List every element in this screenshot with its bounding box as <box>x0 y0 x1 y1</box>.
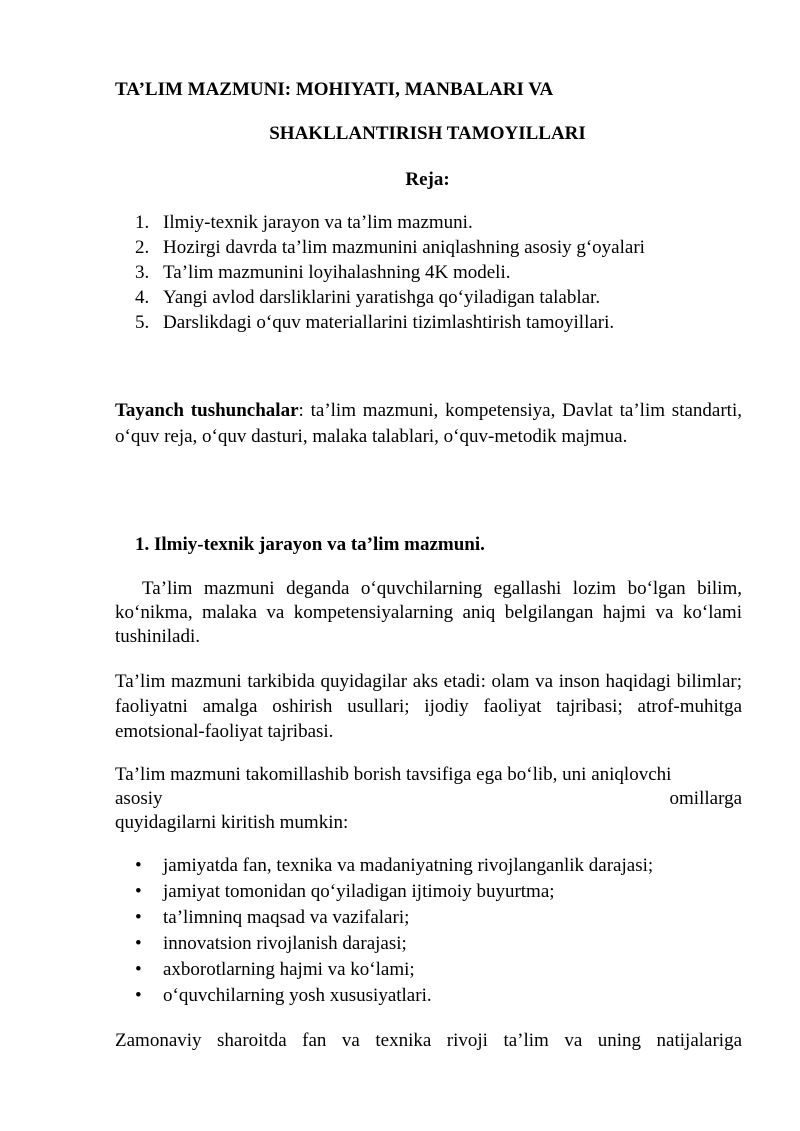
plan-list <box>135 210 645 335</box>
plan-item-number: 2. <box>135 237 150 258</box>
paragraph-2: Ta’lim mazmuni tarkibida quyidagilar aks etadi: olam va inson haqidagi bilimlar; faoliyatni amalga oshirish usullari; ijodiy faoliyat tajribasi; atrof-muhitga emotsional-faoliyat tajribasi. <box>115 671 742 742</box>
bullet-icon: • <box>135 907 142 928</box>
plan-item-number: 5. <box>135 312 150 333</box>
paragraph-3-line-3: quyidagilarni kiritish mumkin: <box>115 812 349 833</box>
paragraph-4: Zamonaviy sharoitda fan va texnika rivoji ta’lim va uning natijalariga <box>115 1030 742 1051</box>
plan-item-number: 4. <box>135 287 150 308</box>
plan-item <box>135 310 645 335</box>
list-item-text: innovatsion rivojlanish darajasi; <box>163 933 407 954</box>
plan-item <box>135 285 645 310</box>
plan-item-text: Ta’lim mazmunini loyihalashning 4K modeli. <box>163 262 511 283</box>
list-item <box>135 853 653 879</box>
title-line-2: SHAKLLANTIRISH TAMOYILLARI <box>269 123 586 144</box>
list-item-text: o‘quvchilarning yosh xususiyatlari. <box>163 985 432 1006</box>
paragraph-3-line-2: asosiy omillarga <box>115 788 742 809</box>
bullet-icon: • <box>135 881 142 902</box>
paragraph-1: Ta’lim mazmuni deganda o‘quvchilarning egallashi lozim bo‘lgan bilim, ko‘nikma, malaka va kompetensiyalarning aniq belgilangan hajmi va ko‘lami tushiniladi. <box>115 578 742 647</box>
plan-item-text: Hozirgi davrda ta’lim mazmunini aniqlashning asosiy g‘oyalari <box>163 237 645 258</box>
plan-heading: Reja: <box>405 169 450 190</box>
bullet-icon: • <box>135 985 142 1006</box>
factors-list <box>135 853 653 1009</box>
key-concepts-text: : ta’lim mazmuni, kompetensiya, Davlat ta’lim standarti, o‘quv reja, o‘quv dasturi, malaka talablari, o‘quv-metodik majmua. <box>115 400 742 447</box>
plan-item <box>135 210 645 235</box>
list-item-text: jamiyatda fan, texnika va madaniyatning rivojlanganlik darajasi; <box>163 855 654 876</box>
list-item <box>135 931 653 957</box>
plan-item <box>135 260 645 285</box>
plan-item-number: 1. <box>135 212 150 233</box>
bullet-icon: • <box>135 933 142 954</box>
paragraph-3-line-1: Ta’lim mazmuni takomillashib borish tavsifiga ega bo‘lib, uni aniqlovchi <box>115 764 672 785</box>
list-item <box>135 957 653 983</box>
list-item <box>135 983 653 1009</box>
key-concepts-label: Tayanch tushunchalar <box>115 400 299 421</box>
list-item-text: jamiyat tomonidan qo‘yiladigan ijtimoiy buyurtma; <box>163 881 555 902</box>
title-line-1: TA’LIM MAZMUNI: MOHIYATI, MANBALARI VA <box>115 79 554 100</box>
key-concepts-paragraph <box>115 398 742 450</box>
list-item-text: ta’limninq maqsad va vazifalari; <box>163 907 410 928</box>
section-1-heading: 1. Ilmiy-texnik jarayon va ta’lim mazmuni. <box>135 534 485 555</box>
plan-item-text: Yangi avlod darsliklarini yaratishga qo‘yiladigan talablar. <box>163 287 601 308</box>
plan-item-text: Darslikdagi o‘quv materiallarini tizimlashtirish tamoyillari. <box>163 312 615 333</box>
plan-item-text: Ilmiy-texnik jarayon va ta’lim mazmuni. <box>163 212 473 233</box>
list-item <box>135 905 653 931</box>
list-item-text: axborotlarning hajmi va ko‘lami; <box>163 959 415 980</box>
bullet-icon: • <box>135 959 142 980</box>
list-item <box>135 879 653 905</box>
plan-item <box>135 235 645 260</box>
bullet-icon: • <box>135 855 142 876</box>
paragraph-3 <box>115 763 742 835</box>
plan-item-number: 3. <box>135 262 150 283</box>
